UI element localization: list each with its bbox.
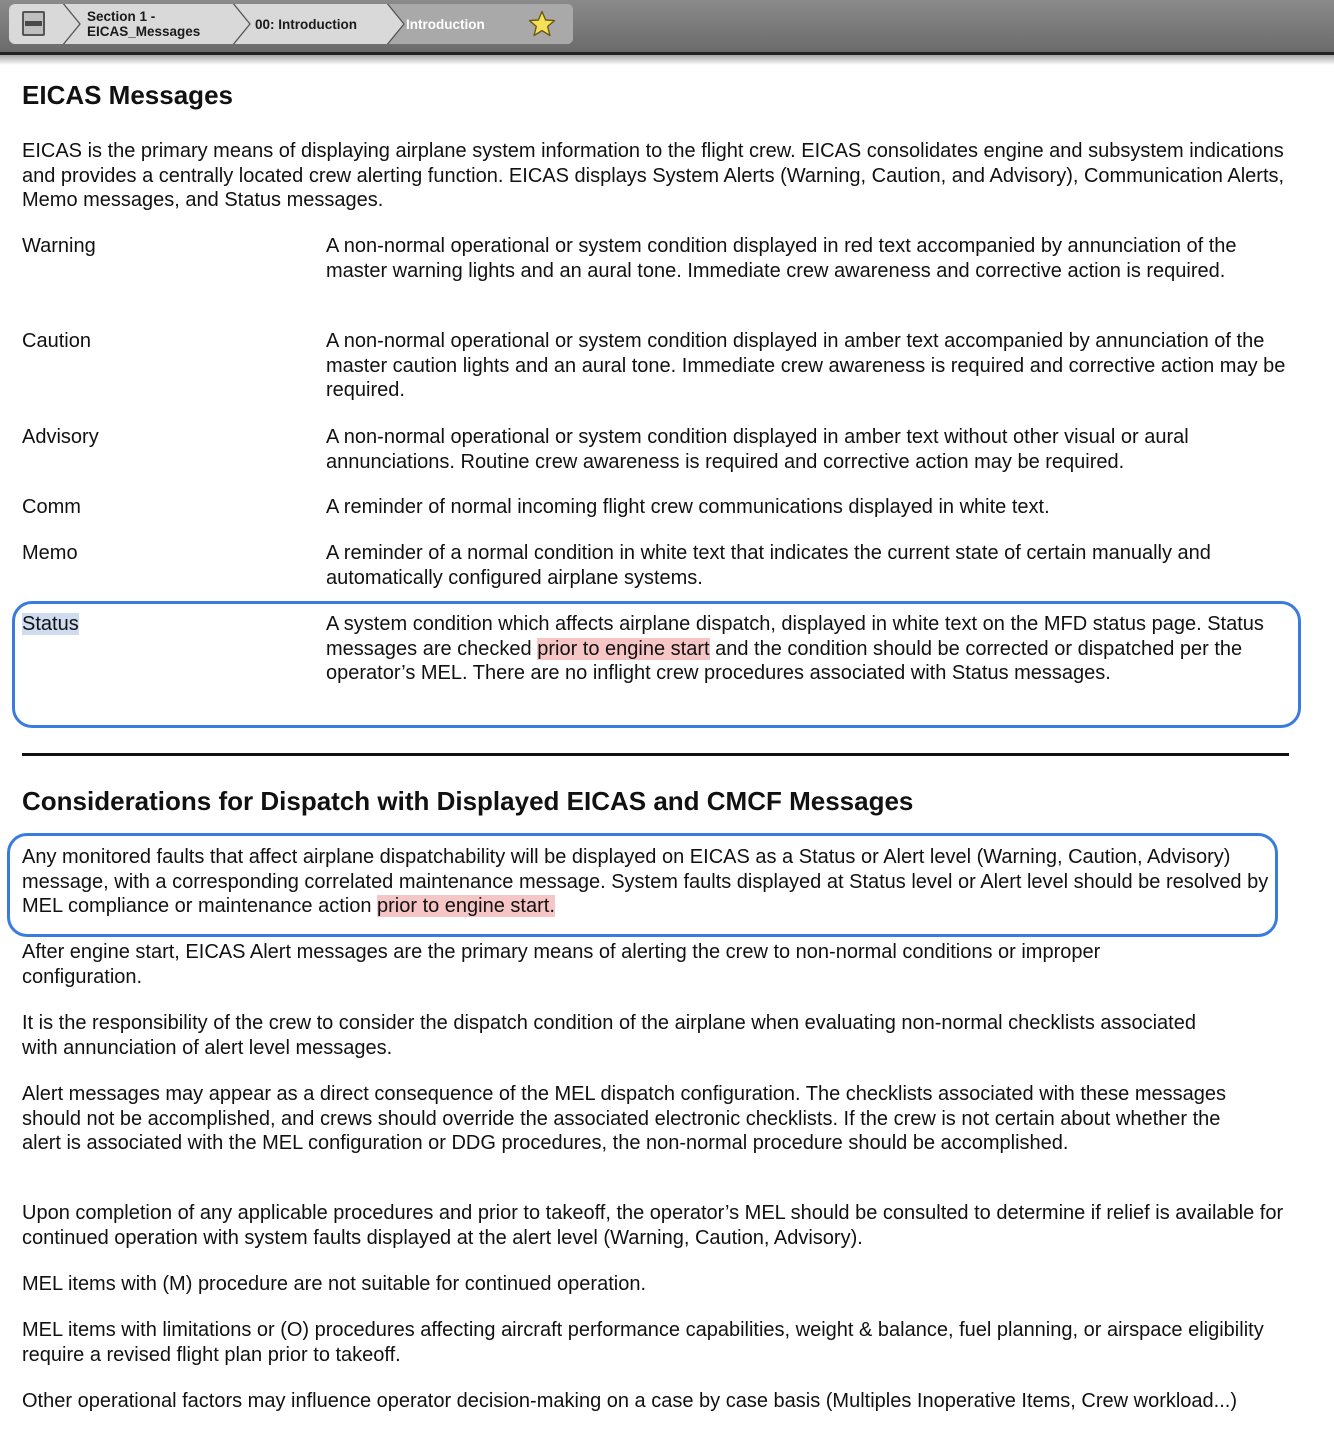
menu-button[interactable] xyxy=(9,4,61,44)
paragraph: Other operational factors may influence operator decision-making on a case by case basis (Multiples Inoperative Items, Crew workload...) xyxy=(22,1390,1238,1412)
definition-advisory: A non-normal operational or system condition displayed in amber text without other visual or aural annunciations. Routine crew awareness is required and corrective action may be required. xyxy=(326,426,1189,473)
breadcrumb-section-line1: Section 1 - xyxy=(87,9,156,24)
term-caution: Caution xyxy=(22,330,91,352)
breadcrumb-section-line2: EICAS_Messages xyxy=(87,24,201,39)
chevron-separator-icon xyxy=(61,4,83,44)
definition-memo: A reminder of a normal condition in white text that indicates the current state of certain manually and automatically configured airplane systems. xyxy=(326,542,1211,589)
intro-paragraph: EICAS is the primary means of displaying airplane system information to the flight crew. EICAS consolidates engine and subsystem indications and provides a centrally located crew alerting function. EICAS displays System Alerts (Warning, Caution, and Advisory), Communication Alerts, Memo messages, and Status messages. xyxy=(22,140,1285,211)
definition-status-text: A system condition which affects airplane dispatch, displayed in white text on the MFD status page. Status messages are checked xyxy=(326,613,1264,660)
term-comm: Comm xyxy=(22,496,81,518)
favorite-star-icon[interactable] xyxy=(528,10,556,38)
breadcrumb xyxy=(9,4,573,44)
definition-status xyxy=(326,612,1301,686)
definition-caution: A non-normal operational or system condition displayed in amber text accompanied by annunciation of the master caution lights and an aural tone. Immediate crew awareness is required and corrective action may be required. xyxy=(326,330,1286,401)
page-title: EICAS Messages xyxy=(22,80,233,110)
paragraph: MEL items with (M) procedure are not suitable for continued operation. xyxy=(22,1273,647,1295)
section-divider xyxy=(22,753,1289,756)
term-warning: Warning xyxy=(22,235,96,257)
term-status-label: Status xyxy=(22,613,79,635)
breadcrumb-section[interactable] xyxy=(61,4,231,44)
definition-warning: A non-normal operational or system condition displayed in red text accompanied by annunciation of the master warning lights and an aural tone. Immediate crew awareness and corrective action is required. xyxy=(326,235,1237,282)
chevron-separator-icon xyxy=(385,4,407,44)
toolbar-shadow xyxy=(0,55,1334,65)
breadcrumb-current-label: Introduction xyxy=(406,16,485,32)
paragraph: Alert messages may appear as a direct consequence of the MEL dispatch configuration. The checklists associated with these messages should not be accomplished, and crews should override the associated electronic checklists. If the crew is not certain about whether the alert is associated with the MEL configuration or DDG procedures, the non-normal procedure should be accomplished. xyxy=(22,1083,1226,1154)
section-title: Considerations for Dispatch with Displayed EICAS and CMCF Messages xyxy=(22,786,914,816)
paragraph: MEL items with limitations or (O) procedures affecting aircraft performance capabilities, weight & balance, fuel planning, or airspace eligibility require a revised flight plan prior to takeoff. xyxy=(22,1319,1264,1366)
paragraph: It is the responsibility of the crew to consider the dispatch condition of the airplane when evaluating non-normal checklists associated with annunciation of alert level messages. xyxy=(22,1012,1196,1059)
dispatch-highlight: prior to engine start. xyxy=(377,895,555,917)
term-status xyxy=(22,612,79,637)
definition-comm: A reminder of normal incoming flight crew communications displayed in white text. xyxy=(326,496,1050,518)
chevron-separator-icon xyxy=(231,4,253,44)
sidebar-toggle-icon xyxy=(22,11,45,36)
dispatch-highlighted-paragraph xyxy=(22,845,1270,919)
status-highlight: prior to engine start xyxy=(537,637,710,660)
top-toolbar xyxy=(0,0,1334,55)
breadcrumb-chapter[interactable] xyxy=(231,4,385,44)
paragraph: Upon completion of any applicable procedures and prior to takeoff, the operator’s MEL should be consulted to determine if relief is available for continued operation with system faults displayed at the alert level (Warning, Caution, Advisory). xyxy=(22,1202,1284,1249)
definition-status-text-end: and the condition should be corrected or dispatched per the operator’s MEL. There are no inflight crew procedures associated with Status messages. xyxy=(326,637,1243,684)
term-advisory: Advisory xyxy=(22,426,99,448)
dispatch-paragraph-text: Any monitored faults that affect airplane dispatchability will be displayed on EICAS as a Status or Alert level (Warning, Caution, Advisory) message, with a corresponding correlated maintenance message. System faults displayed at Status level or Alert level should be resolved by MEL compliance or maintenance action xyxy=(22,846,1269,917)
term-memo: Memo xyxy=(22,542,78,564)
breadcrumb-chapter-label: 00: Introduction xyxy=(255,16,357,32)
paragraph: After engine start, EICAS Alert messages are the primary means of alerting the crew to non-normal conditions or improper configuration. xyxy=(22,941,1101,988)
